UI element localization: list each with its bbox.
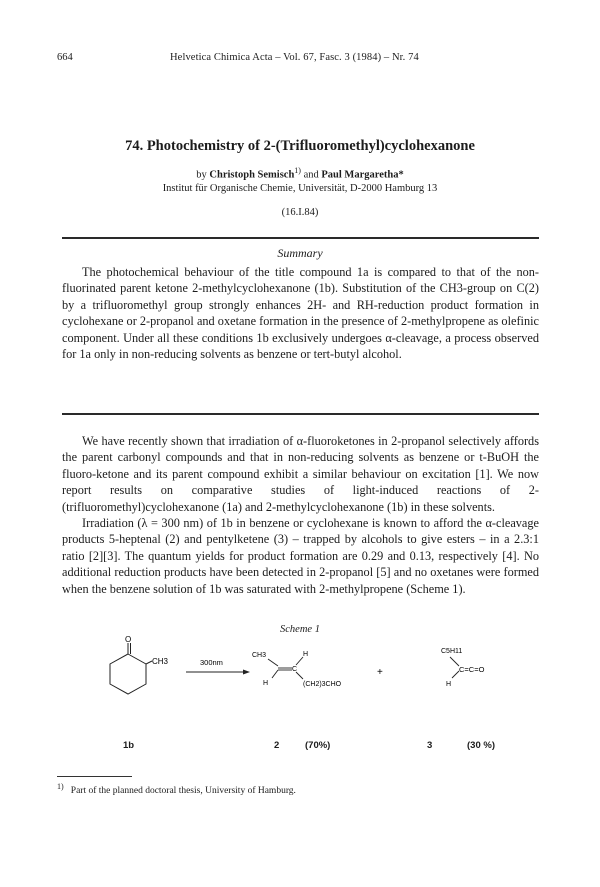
and-word: and: [303, 169, 319, 181]
author-2: Paul Margaretha*: [321, 169, 404, 181]
summary-top-rule: [62, 237, 539, 239]
caption-1b: 1b: [123, 740, 135, 751]
product-2-h-top: H: [303, 651, 309, 658]
carbonyl-oxygen: O: [125, 635, 132, 644]
product-3-h: H: [446, 681, 452, 688]
author-line: [0, 166, 600, 181]
footnote-text: Part of the planned doctoral thesis, University of Hamburg.: [70, 786, 296, 797]
product-3-ketene: C=C=O: [459, 665, 485, 674]
summary-paragraph: The photochemical behaviour of the title compound 1a is compared to that of the non-fluorinated parent ketone 2-methylcyclohexanone (1b). Substitution of the CH3-group on C(2) by a trifluoromethyl group strongly enhances 2H- and RH-reduction product formation in cyclohexane or 2-propanol and oxetane formation in the presence of 2-methylpropene as olefinic component. Under all these conditions 1b exclusively undergoes α-cleavage, a process observed for 1a only in non-reducing solvents as benzene or tert-butyl alcohol.: [62, 265, 539, 362]
footnote-rule: [57, 776, 132, 777]
cyclohexane-ring: [110, 654, 146, 694]
reactant-1b-structure: [110, 643, 152, 694]
caption-2: 2: [274, 740, 280, 751]
caption-3-yield: (30 %): [467, 740, 495, 751]
caption-3: 3: [427, 740, 433, 751]
scheme-label: Scheme 1: [280, 624, 320, 635]
product-3-pentyl: C5H11: [441, 648, 463, 655]
reaction-arrowhead: [243, 670, 250, 675]
page-number: 664: [57, 52, 73, 63]
product-3-bonds: [450, 657, 459, 678]
footnote-ref-1: 1): [294, 166, 301, 175]
product-2-methyl: CH3: [252, 652, 267, 659]
plus-sign: +: [377, 667, 383, 678]
received-date: (16.I.84): [281, 207, 319, 218]
summary-bottom-rule: [62, 413, 539, 415]
summary-text: [62, 264, 539, 362]
body-text: [62, 433, 539, 597]
product-2-h-bottom: H: [263, 680, 269, 687]
product-2-carbon: C: [292, 666, 298, 673]
product-2-bonds: [268, 657, 303, 679]
arrow-label: 300nm: [200, 658, 223, 667]
summary-heading: Summary: [277, 246, 323, 260]
affiliation: Institut für Organische Chemie, Universität, D-2000 Hamburg 13: [162, 183, 438, 194]
body-paragraph-2: Irradiation (λ = 300 nm) of 1b in benzene or cyclohexane is known to afford the α-cleavage products 5-heptenal (2) and pentylketene (3) – trapped by alcohols to give esters – in a 2.3:1 ratio [2][3]. The quantum yields for product formation are 0.29 and 0.13, respectively [4]. No additional reduction products have been detected in 2-propanol [5] and no oxetanes were formed when the benzene solution of 1b was saturated with 2-methylpropene (Scheme 1).: [62, 516, 539, 596]
running-header: Helvetica Chimica Acta – Vol. 67, Fasc. 3 (1984) – Nr. 74: [170, 52, 419, 63]
reactant-methyl: CH3: [152, 657, 169, 666]
author-1: Christoph Semisch: [209, 169, 295, 181]
article-title: 74. Photochemistry of 2-(Trifluoromethyl)cyclohexanone: [125, 138, 475, 154]
footnote-mark: 1): [57, 782, 64, 791]
by-word: by: [196, 169, 207, 181]
scheme-1-diagram: [0, 635, 600, 715]
caption-2-yield: (70%): [305, 740, 331, 751]
footnote: [57, 782, 296, 796]
product-2-chain: (CH2)3CHO: [303, 681, 342, 688]
body-paragraph-1: We have recently shown that irradiation of α-fluoroketones in 2-propanol selectively affords the parent carbonyl compounds and that in non-reducing solvents as benzene or t-BuOH the fluoro-ketone and its parent compound exhibit a similar behaviour on excitation [1]. We now report results on comparative studies of light-induced reactions of 2-(trifluoromethyl)cyclohexanone (1a) and 2-methylcyclohexanone (1b) in these solvents.: [62, 434, 539, 514]
